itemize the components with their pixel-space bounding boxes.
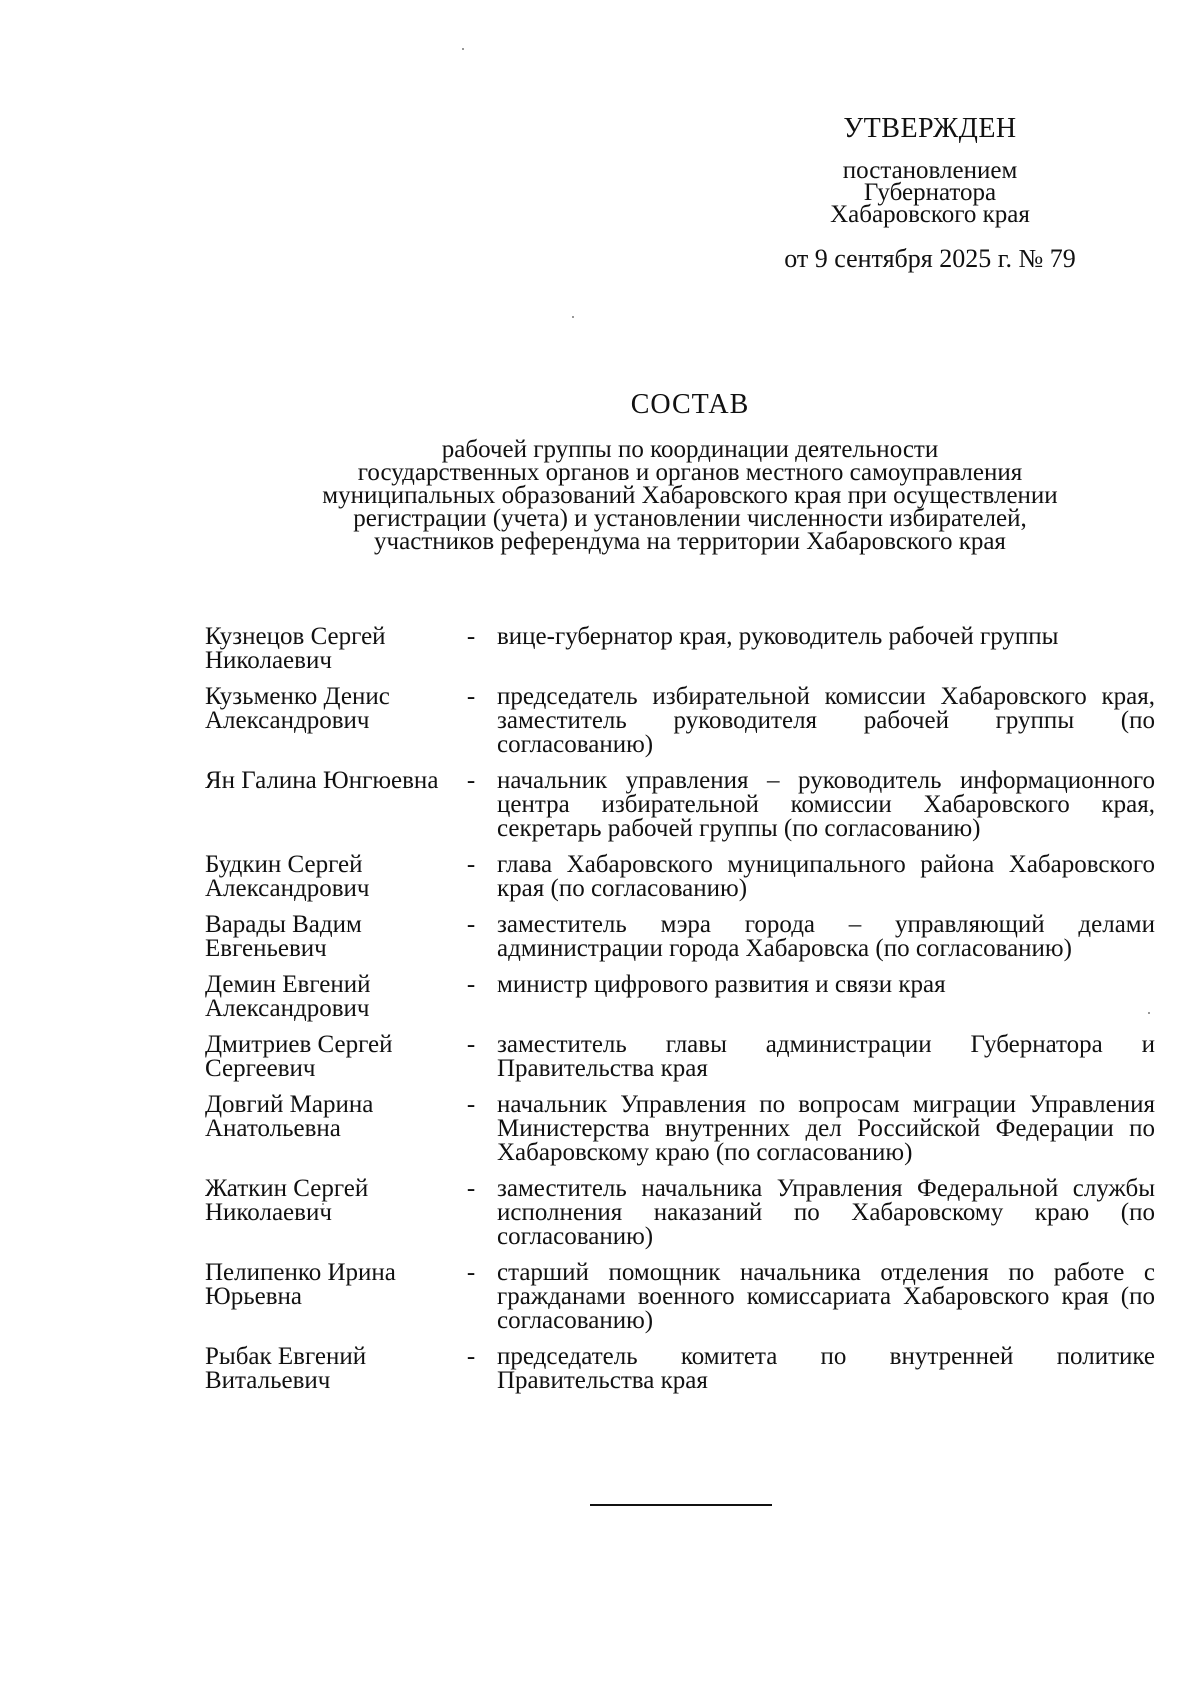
member-name: Кузнецов Сергей Николаевич [205, 623, 386, 674]
member-name: Жаткин Сергей Николаевич [205, 1175, 369, 1226]
member-separator: - [466, 1343, 476, 1370]
member-role: старший помощник начальника отделения по работе с гражданами военного комиссариата Хабаровского края (по согласованию) [497, 1259, 1155, 1334]
subtitle-line: муниципальных образований Хабаровского края при осуществлении [322, 482, 1058, 509]
member-separator: - [466, 623, 476, 650]
approval-line: Хабаровского края [830, 201, 1030, 228]
member-role: глава Хабаровского муниципального района Хабаровского края (по согласованию) [497, 851, 1155, 902]
member-separator: - [466, 1175, 476, 1202]
member-name: Демин Евгений Александрович [205, 971, 371, 1022]
subtitle-line: регистрации (учета) и установлении численности избирателей, [353, 505, 1027, 532]
member-row [205, 1177, 1155, 1249]
member-role: вице-губернатор края, руководитель рабочей группы [497, 623, 1059, 650]
member-name: Пелипенко Ирина Юрьевна [205, 1259, 396, 1310]
member-row [205, 853, 1155, 901]
member-row [205, 1093, 1155, 1165]
scan-speck [572, 316, 574, 318]
document-subtitle [230, 438, 1150, 553]
member-separator: - [466, 851, 476, 878]
member-row [205, 1033, 1155, 1081]
member-row [205, 913, 1155, 961]
member-name: Кузьменко Денис Александрович [205, 683, 390, 734]
member-separator: - [466, 1031, 476, 1058]
member-separator: - [466, 911, 476, 938]
member-separator: - [466, 767, 476, 794]
member-row [205, 1261, 1155, 1333]
member-name: Будкин Сергей Александрович [205, 851, 370, 902]
scan-speck [462, 48, 464, 50]
member-role: заместитель начальника Управления Федеральной службы исполнения наказаний по Хабаровскому краю (по согласованию) [497, 1175, 1155, 1250]
member-role: заместитель мэра города – управляющий делами администрации города Хабаровска (по согласованию) [497, 911, 1155, 962]
approval-heading: УТВЕРЖДЕН [843, 113, 1017, 144]
member-name: Рыбак Евгений Витальевич [205, 1343, 367, 1394]
member-row [205, 973, 1155, 1021]
member-name: Варады Вадим Евгеньевич [205, 911, 362, 962]
title-block [230, 388, 1150, 553]
member-row [205, 625, 1155, 673]
approval-block [760, 112, 1100, 274]
document-title: СОСТАВ [630, 389, 750, 420]
member-row [205, 1345, 1155, 1393]
member-role: начальник управления – руководитель информационного центра избирательной комиссии Хабаровского края, секретарь рабочей группы (по согласованию) [497, 767, 1155, 842]
member-separator: - [466, 1259, 476, 1286]
member-row [205, 769, 1155, 841]
member-role: министр цифрового развития и связи края [497, 971, 946, 998]
approval-date: от 9 сентября 2025 г. № 79 [784, 244, 1076, 273]
subtitle-line: рабочей группы по координации деятельности [441, 436, 939, 463]
members-list [205, 625, 1155, 1405]
member-name: Ян Галина Юнгюевна [205, 767, 439, 794]
member-role: председатель избирательной комиссии Хабаровского края, заместитель руководителя рабочей группы (по согласованию) [497, 683, 1155, 758]
member-separator: - [466, 683, 476, 710]
member-name: Дмитриев Сергей Сергеевич [205, 1031, 393, 1082]
member-name: Довгий Марина Анатольевна [205, 1091, 374, 1142]
subtitle-line: государственных органов и органов местного самоуправления [357, 459, 1023, 486]
member-row [205, 685, 1155, 757]
member-separator: - [466, 1091, 476, 1118]
member-role: начальник Управления по вопросам миграции Управления Министерства внутренних дел Российской Федерации по Хабаровскому краю (по согласованию) [497, 1091, 1155, 1166]
member-role: председатель комитета по внутренней политике Правительства края [497, 1343, 1155, 1394]
approval-line: постановлением [842, 157, 1018, 184]
end-divider [590, 1504, 772, 1506]
member-role: заместитель главы администрации Губернатора и Правительства края [497, 1031, 1155, 1082]
subtitle-line: участников референдума на территории Хабаровского края [374, 528, 1006, 555]
approval-line: Губернатора [863, 179, 997, 206]
member-separator: - [466, 971, 476, 998]
